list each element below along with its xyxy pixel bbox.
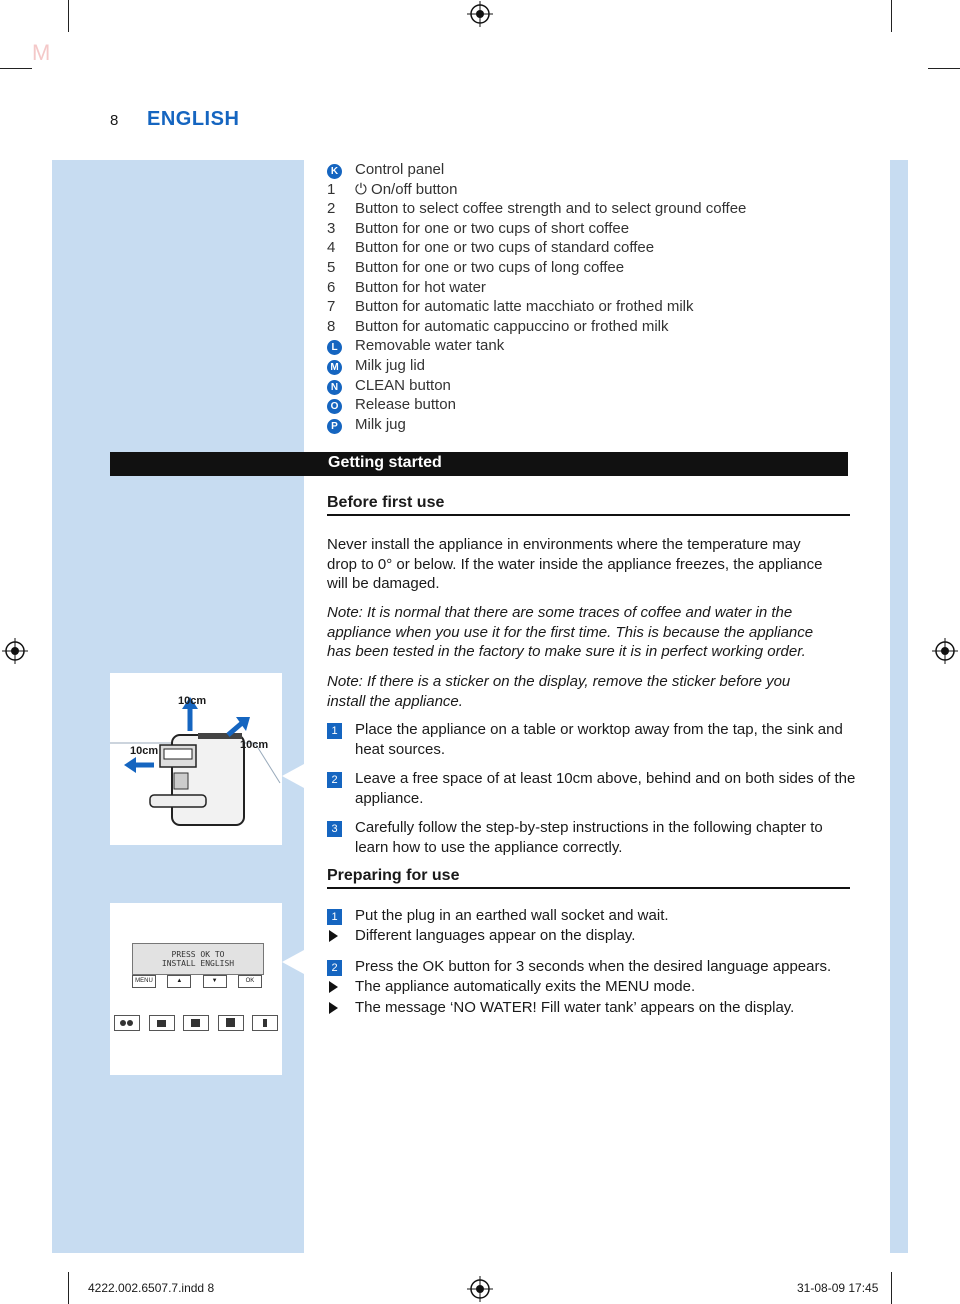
hot-water-button[interactable] <box>252 1015 278 1031</box>
heading-rule <box>327 887 850 889</box>
part-number: 1 <box>327 180 336 198</box>
part-number: 3 <box>327 219 336 237</box>
crop-mark <box>0 68 32 69</box>
part-item <box>327 219 857 239</box>
cup-icon <box>184 1016 208 1030</box>
registration-mark-icon <box>467 1 493 27</box>
part-item <box>327 199 857 219</box>
part-text: Button for automatic cappuccino or frothed milk <box>355 317 669 335</box>
clearance-label-left: 10cm <box>130 745 159 757</box>
step-item <box>327 720 857 759</box>
down-button[interactable]: ▼ <box>203 975 227 988</box>
part-item <box>327 258 857 278</box>
step-item <box>327 818 857 857</box>
before-first-use-heading: Before first use <box>327 494 445 511</box>
long-coffee-button[interactable] <box>218 1015 244 1031</box>
part-marker: N <box>327 380 342 395</box>
crop-mark <box>891 0 892 32</box>
prep-step-item <box>327 906 857 926</box>
prep-step-text: The message ‘NO WATER! Fill water tank’ appears on the display. <box>355 999 795 1017</box>
part-item <box>327 336 857 356</box>
part-item <box>327 180 857 200</box>
part-item <box>327 160 857 180</box>
corner-letter: M <box>32 40 51 65</box>
right-margin-band <box>890 160 908 1253</box>
registration-mark-icon <box>932 638 958 664</box>
prep-step-text: Different languages appear on the display. <box>355 926 636 944</box>
step-item <box>327 769 857 808</box>
part-number: 8 <box>327 317 336 335</box>
step-text: Carefully follow the step-by-step instructions in the following chapter to learn how to use the appliance correctly. <box>355 819 823 856</box>
bullet-icon <box>329 1002 338 1014</box>
language-heading: ENGLISH <box>147 108 240 130</box>
part-number: 2 <box>327 200 336 218</box>
prep-step-text: Put the plug in an earthed wall socket and wait. <box>355 907 669 924</box>
part-number: 4 <box>327 239 336 257</box>
step-number: 3 <box>327 821 342 837</box>
part-item <box>327 356 857 376</box>
part-marker: P <box>327 419 342 434</box>
step-number: 1 <box>327 723 342 739</box>
step-number: 2 <box>327 772 342 788</box>
part-item <box>327 278 857 298</box>
part-marker: L <box>327 340 342 355</box>
part-marker: M <box>327 360 342 375</box>
registration-mark-icon <box>2 638 28 664</box>
step-text: Leave a free space of at least 10cm above, behind and on both sides of the appliance. <box>355 770 856 807</box>
step-number: 2 <box>327 960 342 976</box>
preparing-heading: Preparing for use <box>327 867 460 884</box>
part-text: Button for one or two cups of long coffee <box>355 258 625 276</box>
prep-step-text: Press the OK button for 3 seconds when the desired language appears. <box>355 958 832 976</box>
prep-step-item <box>327 977 857 999</box>
parts-list <box>327 160 857 434</box>
install-steps <box>327 720 857 868</box>
part-item <box>327 415 857 435</box>
crop-mark <box>68 0 69 32</box>
part-item <box>327 297 857 317</box>
part-text: Milk jug lid <box>355 356 426 374</box>
footer-file: 4222.002.6507.7.indd 8 <box>88 1281 215 1295</box>
display-figure <box>110 903 282 1075</box>
part-marker: O <box>327 399 342 414</box>
crop-mark <box>891 1272 892 1304</box>
part-number: 7 <box>327 298 336 316</box>
section-title: Getting started <box>328 454 442 471</box>
part-text: Button for hot water <box>355 278 486 296</box>
warning-text: Never install the appliance in environments where the temperature may drop to 0° or below. If the water inside the appliance freezes, the appliance will be damaged. <box>327 536 823 593</box>
menu-button[interactable]: MENU <box>132 975 156 988</box>
cup-icon <box>219 1016 243 1030</box>
part-marker: K <box>327 164 342 179</box>
part-text: Control panel <box>355 161 445 178</box>
part-number: 5 <box>327 258 336 276</box>
crop-mark <box>928 68 960 69</box>
section-bar <box>110 452 848 476</box>
strength-button[interactable] <box>114 1015 140 1031</box>
part-item <box>327 238 857 258</box>
short-coffee-button[interactable] <box>149 1015 175 1031</box>
note-first-use: Note: It is normal that there are some traces of coffee and water in the appliance when you use it for the first time. This is because the appliance has been tested in the factory to make sure it is in perfect working order. <box>327 604 814 661</box>
part-text: Removable water tank <box>355 337 505 355</box>
preparing-steps <box>327 906 857 1020</box>
ok-button[interactable]: OK <box>238 975 262 988</box>
heading-rule <box>327 514 850 516</box>
registration-mark-icon <box>467 1276 493 1302</box>
bullet-icon <box>329 981 338 993</box>
figure-pointer <box>282 764 304 788</box>
part-item <box>327 376 857 396</box>
footer-date: 31-08-09 17:45 <box>797 1281 879 1295</box>
part-item <box>327 317 857 337</box>
prep-step-text: The appliance automatically exits the MENU mode. <box>355 977 696 995</box>
clearance-figure <box>110 673 282 845</box>
prep-step-item <box>327 926 857 948</box>
part-text: CLEAN button <box>355 376 451 394</box>
crop-mark <box>68 1272 69 1304</box>
strength-icon <box>115 1016 139 1030</box>
step-text: Place the appliance on a table or worktop away from the tap, the sink and heat sources. <box>355 721 843 758</box>
up-button[interactable]: ▲ <box>167 975 191 988</box>
cup-icon <box>150 1016 174 1030</box>
part-text: Release button <box>355 396 456 414</box>
clearance-label-top: 10cm <box>178 695 207 707</box>
bullet-icon <box>329 930 338 942</box>
prep-step-item <box>327 998 857 1020</box>
part-item <box>327 395 857 415</box>
note-sticker: Note: If there is a sticker on the display, remove the sticker before you install the appliance. <box>327 673 791 710</box>
part-number: 6 <box>327 278 336 296</box>
clearance-label-right: 10cm <box>240 739 269 751</box>
prep-step-item <box>327 957 857 977</box>
hot-water-icon <box>253 1016 277 1030</box>
part-text: Milk jug <box>355 415 406 433</box>
part-text: Button to select coffee strength and to select ground coffee <box>355 200 747 218</box>
step-number: 1 <box>327 909 342 925</box>
part-text: Button for one or two cups of short coffee <box>355 219 630 237</box>
part-text: Button for one or two cups of standard coffee <box>355 239 655 257</box>
page-number: 8 <box>110 112 119 129</box>
standard-coffee-button[interactable] <box>183 1015 209 1031</box>
part-text: Button for automatic latte macchiato or frothed milk <box>355 298 694 316</box>
part-text: ⏻ On/off button <box>355 180 458 198</box>
figure-pointer <box>282 950 304 974</box>
lcd-display: PRESS OK TO INSTALL ENGLISH <box>132 943 264 975</box>
